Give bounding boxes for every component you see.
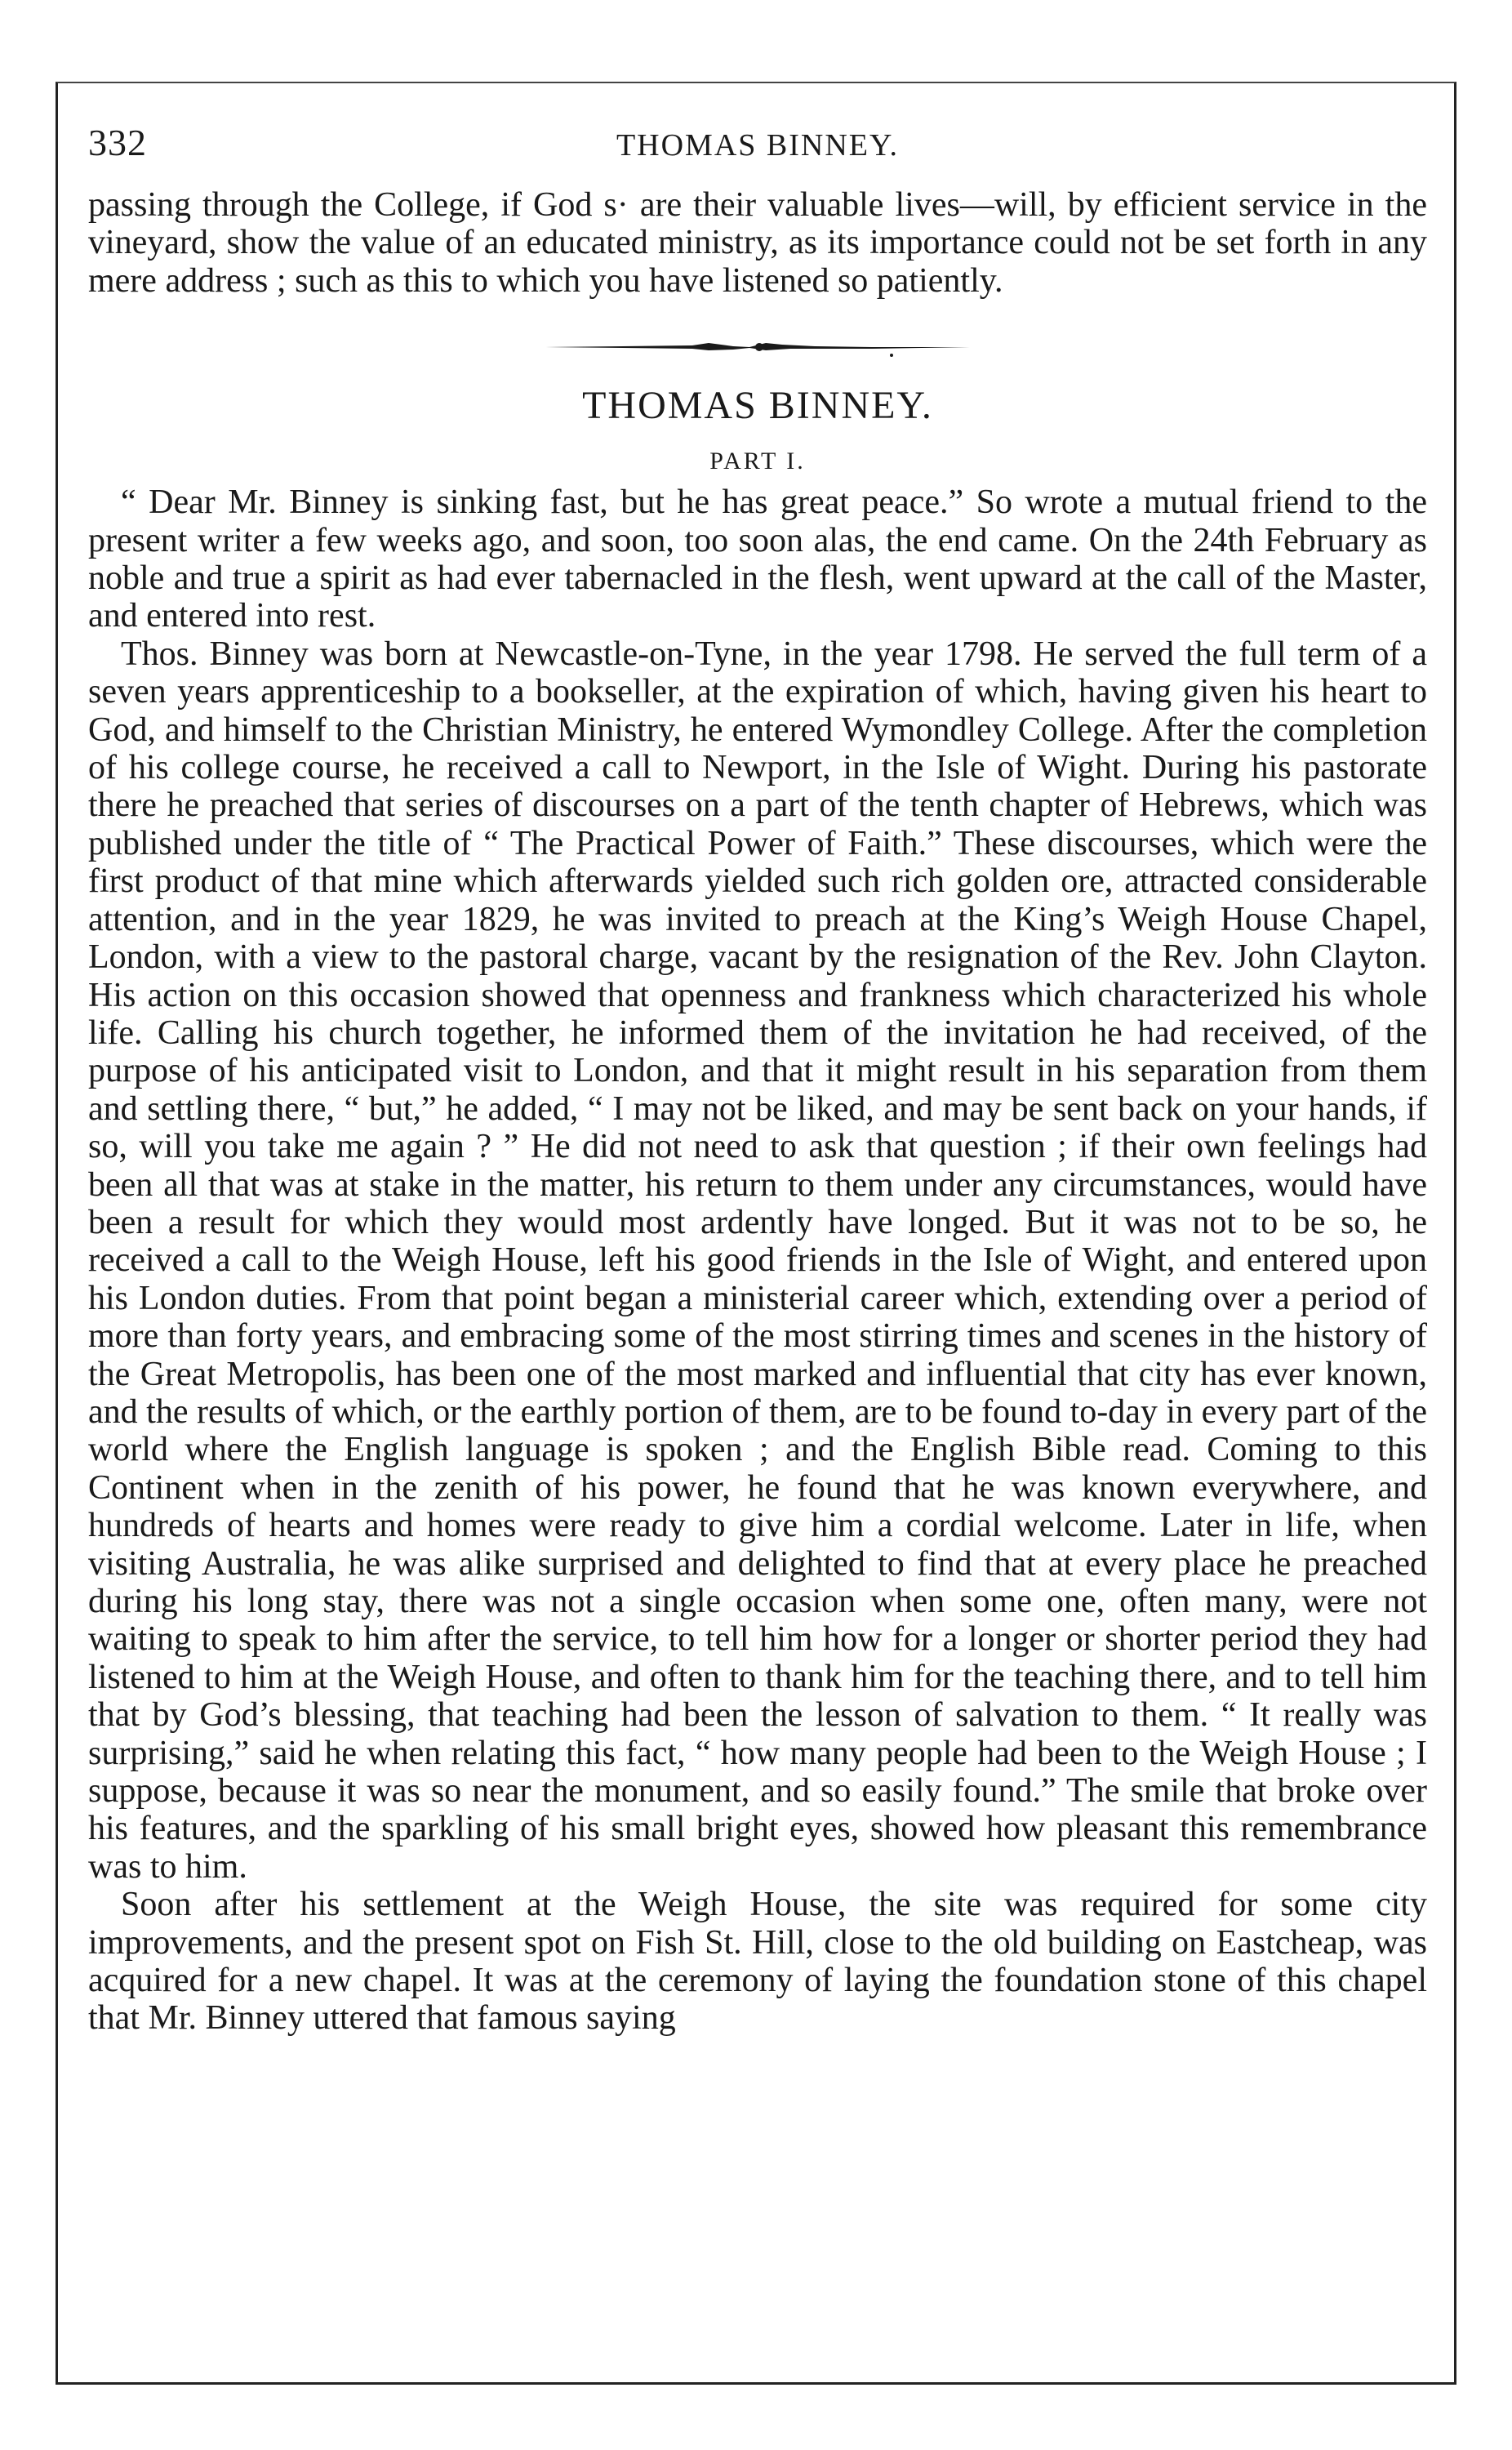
paragraph-1: “ Dear Mr. Binney is sinking fast, but he has great peace.” So wrote a mutual friend to the present writer a few weeks ago, and soon, too soon alas, the end came. On the 24th February as noble and true a spirit as had ever tabernacled in the flesh, went upward at the call of the Master, and entered into rest. [88,483,1427,635]
part-label: PART I. [709,448,806,475]
continuation-paragraph: passing through the College, if God s· are their valuable lives—will, by efficient service in the vineyard, show the value of an educated ministry, as its importance could not be set forth in any mere address ; such as this to which you have listened so patiently. [88,186,1427,300]
running-title: THOMAS BINNEY. [616,128,900,163]
paragraph-3: Soon after his settlement at the Weigh House, the site was required for some city improvements, and the present spot on Fish St. Hill, close to the old building on Eastcheap, was acquired for a new chapel. It was at the ceremony of laying the foundation stone of this chapel that Mr. Binney uttered that famous saying [88,1886,1427,2038]
section-divider-ornament [545,334,970,359]
article-title: THOMAS BINNEY. [582,384,933,428]
running-head [88,121,1427,186]
paragraph-2: Thos. Binney was born at Newcastle-on-Tyne, in the year 1798. He served the full term of a seven years apprenticeship to a bookseller, at the expiration of which, having given his heart to God, and himself to the Christian Ministry, he entered Wymondley College. After the completion of his college course, he received a call to Newport, in the Isle of Wight. During his pastorate there he preached that series of discourses on a part of the tenth chapter of Hebrews, which was published under the title of “ The Practical Power of Faith.” These discourses, which were the first product of that mine which afterwards yielded such rich golden ore, attracted considerable attention, and in the year 1829, he was invited to preach at the King’s Weigh House Chapel, London, with a view to the pastoral charge, vacant by the resignation of the Rev. John Clayton. His action on this occasion showed that openness and frankness which characterized his whole life. Calling his church together, he informed them of the invitation he had received, of the purpose of his anticipated visit to London, and that it might result in his separation from them and settling there, “ but,” he added, “ I may not be liked, and may be sent back on your hands, if so, will you take me again ? ” He did not need to ask that question ; if their own feelings had been all that was at stake in the matter, his return to them under any circumstances, would have been a result for which they would most ardently have longed. But it was not to be so, he received a call to the Weigh House, left his good friends in the Isle of Wight, and entered upon his London duties. From that point began a ministerial career which, extending over a period of more than forty years, and embracing some of the most stirring times and scenes in the history of the Great Metropolis, has been one of the most marked and influential that city has ever known, and the results of which, or the earthly portion of them, are to be found to-day in every part of the world where the English language is spoken ; and the English Bible read. Coming to this Continent when in the zenith of his power, he found that he was known everywhere, and hundreds of hearts and homes were ready to give him a cordial welcome. Later in life, when visiting Australia, he was alike surprised and delighted to find that at every place he preached during his long stay, there was not a single occasion when some one, often many, were not waiting to speak to him after the service, to tell him how for a longer or shorter period they had listened to him at the Weigh House, and often to thank him for the teaching there, and to tell him that by God’s blessing, that teaching had been the lesson of salvation to them. “ It really was surprising,” said he when relating this fact, “ how many people had been to the Weigh House ; I suppose, because it was so near the monument, and so easily found.” The smile that broke over his features, and the sparkling of his small bright eyes, showed how pleasant this remembrance was to him. [88,635,1427,1886]
page-number: 332 [88,122,147,163]
page-content [88,82,1427,2038]
article-body [88,483,1427,2038]
